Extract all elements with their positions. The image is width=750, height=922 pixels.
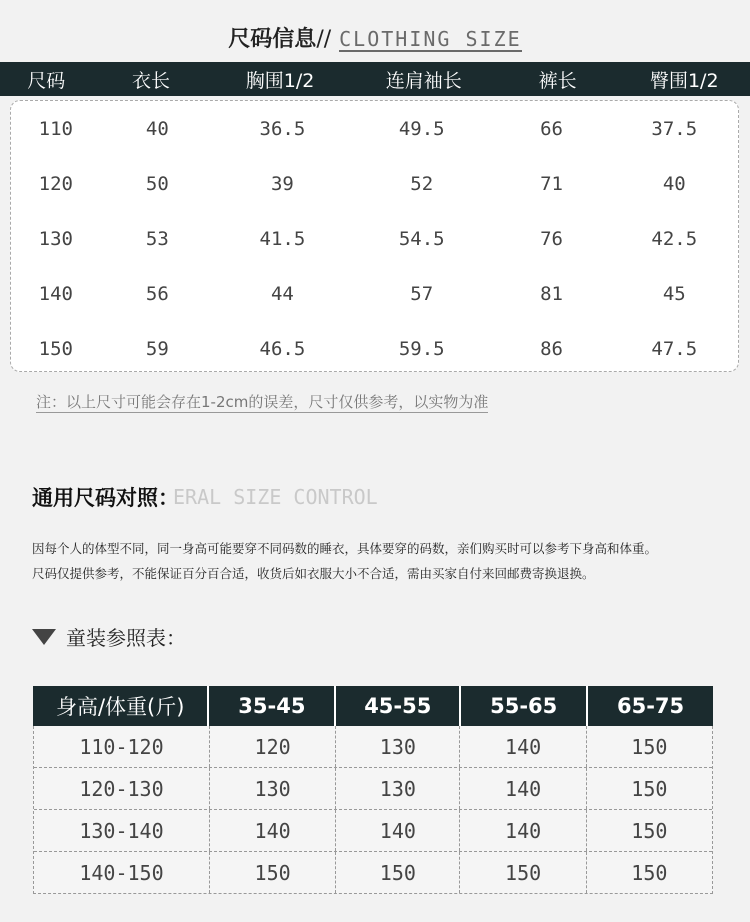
kids-table-body bbox=[33, 726, 713, 894]
kids-col-header: 35-45 bbox=[207, 686, 334, 726]
page-title bbox=[0, 22, 750, 56]
table-cell: 130 bbox=[38, 227, 73, 250]
size-col-header: 臀围1/2 bbox=[649, 69, 719, 92]
table-cell: 76 bbox=[540, 227, 563, 250]
table-cell: 120-130 bbox=[79, 776, 164, 801]
table-row bbox=[34, 726, 712, 767]
title-english: CLOTHING SIZE bbox=[339, 27, 522, 51]
table-cell: 140 bbox=[335, 810, 459, 851]
table-cell: 40 bbox=[145, 117, 169, 140]
table-cell: 150 bbox=[586, 852, 712, 893]
general-size-title bbox=[32, 480, 378, 514]
title-chinese: 尺码信息 bbox=[228, 27, 317, 52]
table-cell: 53 bbox=[145, 227, 169, 250]
table-row bbox=[11, 156, 738, 211]
table-cell: 140 bbox=[459, 810, 585, 851]
table-cell: 44 bbox=[270, 282, 294, 305]
table-cell: 140 bbox=[459, 726, 585, 767]
table-cell: 40 bbox=[662, 172, 686, 195]
table-cell: 140 bbox=[209, 810, 335, 851]
general-title-english: ERAL SIZE CONTROL bbox=[173, 485, 378, 509]
table-cell: 54.5 bbox=[398, 227, 445, 250]
kids-col-header: 身高/体重(斤) bbox=[55, 695, 185, 719]
table-cell: 45 bbox=[662, 282, 686, 305]
table-cell: 110-120 bbox=[79, 734, 164, 759]
table-row bbox=[34, 809, 712, 851]
triangle-down-icon bbox=[32, 629, 56, 645]
size-col-header: 裤长 bbox=[538, 69, 577, 92]
table-cell: 140 bbox=[38, 282, 73, 305]
table-row bbox=[34, 851, 712, 893]
table-row bbox=[11, 321, 738, 376]
table-cell: 150 bbox=[209, 852, 335, 893]
table-cell: 50 bbox=[145, 172, 169, 195]
table-cell: 59.5 bbox=[398, 337, 445, 360]
size-col-header: 连肩袖长 bbox=[385, 69, 462, 92]
table-cell: 57 bbox=[410, 282, 434, 305]
table-cell: 71 bbox=[540, 172, 563, 195]
table-cell: 130-140 bbox=[79, 818, 164, 843]
table-cell: 140-150 bbox=[79, 860, 164, 885]
general-paragraph-2: 尺码仅提供参考，不能保证百分百合适，收货后如衣服大小不合适，需由买家自付来回邮费寄换退换。 bbox=[32, 566, 595, 581]
kids-table-header bbox=[33, 686, 713, 726]
table-cell: 52 bbox=[410, 172, 434, 195]
table-cell: 47.5 bbox=[651, 337, 698, 360]
table-cell: 41.5 bbox=[259, 227, 306, 250]
table-row bbox=[11, 266, 738, 321]
table-cell: 49.5 bbox=[398, 117, 445, 140]
table-cell: 150 bbox=[459, 852, 585, 893]
general-paragraph-1: 因每个人的体型不同，同一身高可能要穿不同码数的睡衣，具体要穿的码数，亲们购买时可以参考下身高和体重。 bbox=[32, 541, 658, 556]
kids-title-text: 童装参照表： bbox=[66, 626, 186, 650]
table-cell: 130 bbox=[209, 768, 335, 809]
table-cell: 86 bbox=[540, 337, 563, 360]
table-cell: 120 bbox=[38, 172, 73, 195]
table-cell: 56 bbox=[145, 282, 169, 305]
size-note: 注：以上尺寸可能会存在1-2cm的误差，尺寸仅供参考，以实物为准 bbox=[36, 393, 489, 411]
table-cell: 140 bbox=[459, 768, 585, 809]
table-row bbox=[34, 767, 712, 809]
table-cell: 150 bbox=[586, 726, 712, 767]
size-col-header: 衣长 bbox=[131, 69, 170, 92]
table-cell: 120 bbox=[209, 726, 335, 767]
general-title-chinese: 通用尺码对照： bbox=[32, 486, 179, 510]
size-col-header: 胸围1/2 bbox=[245, 69, 315, 92]
table-row bbox=[11, 101, 738, 156]
table-cell: 36.5 bbox=[259, 117, 306, 140]
kids-table-title bbox=[32, 622, 186, 651]
table-cell: 42.5 bbox=[651, 227, 698, 250]
title-slash: // bbox=[316, 27, 332, 52]
kids-size-table bbox=[33, 686, 713, 894]
size-col-header: 尺码 bbox=[27, 69, 66, 92]
table-cell: 130 bbox=[335, 726, 459, 767]
table-row bbox=[11, 211, 738, 266]
table-cell: 150 bbox=[586, 810, 712, 851]
table-cell: 81 bbox=[540, 282, 563, 305]
table-cell: 46.5 bbox=[259, 337, 306, 360]
table-cell: 150 bbox=[335, 852, 459, 893]
kids-col-header: 45-55 bbox=[334, 686, 459, 726]
table-cell: 59 bbox=[145, 337, 169, 360]
table-cell: 150 bbox=[38, 337, 73, 360]
kids-col-header: 65-75 bbox=[586, 686, 713, 726]
table-cell: 39 bbox=[270, 172, 294, 195]
table-cell: 150 bbox=[586, 768, 712, 809]
table-cell: 37.5 bbox=[651, 117, 698, 140]
table-cell: 110 bbox=[38, 117, 73, 140]
size-table-body bbox=[10, 100, 739, 372]
table-cell: 130 bbox=[335, 768, 459, 809]
size-table-header bbox=[0, 62, 750, 96]
kids-col-header: 55-65 bbox=[459, 686, 586, 726]
table-cell: 66 bbox=[540, 117, 563, 140]
